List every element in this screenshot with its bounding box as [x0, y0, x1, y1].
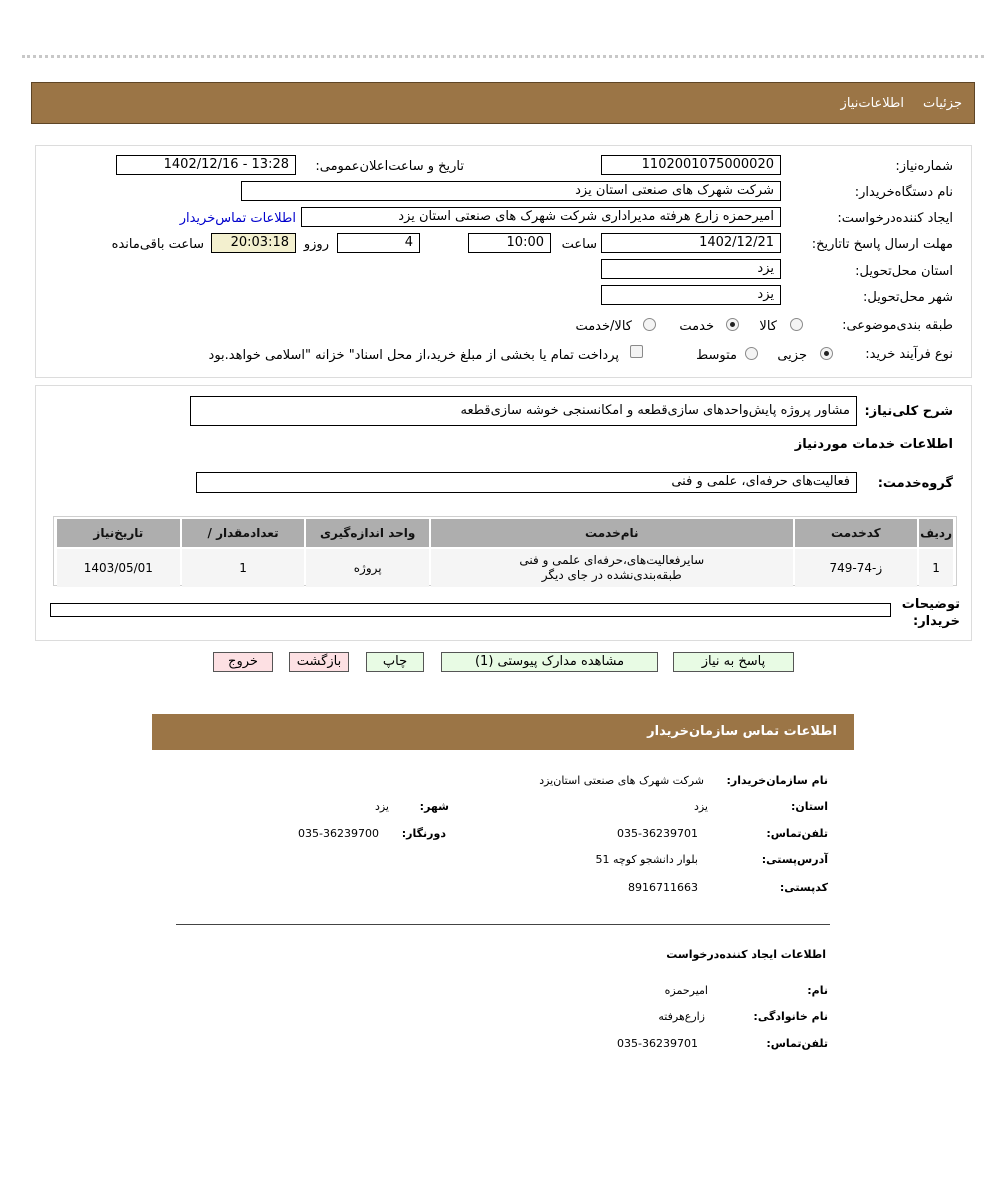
- page-title: اطلاعات‌نیاز: [840, 96, 904, 111]
- process-type-label: نوع فرآیند‌ خرید:: [865, 347, 953, 362]
- delivery-city-label: شهر محل‌تحویل:: [863, 290, 953, 305]
- category-radio-goods-service[interactable]: [643, 318, 656, 331]
- postal-address-value: بلوار دانشجو کوچه 51: [595, 853, 698, 866]
- top-divider: [22, 55, 984, 58]
- col-qty-header: تعداد‌مقدار /: [182, 519, 305, 547]
- creator-first-name-label: نام:: [807, 984, 828, 997]
- contact-phone-value: 035-36239701: [617, 827, 698, 840]
- process-radio-minor[interactable]: [820, 347, 833, 360]
- contact-fax-label: دورنگار:: [401, 827, 446, 840]
- org-name-value: شرکت شهرک های صنعتی استان‌یزد: [539, 774, 704, 787]
- category-radio-goods[interactable]: [790, 318, 803, 331]
- cell-qty: 1: [182, 549, 305, 587]
- reply-button[interactable]: پاسخ به نیاز: [673, 652, 794, 672]
- days-label: روزو: [303, 237, 329, 252]
- page-header-bar: [31, 82, 975, 124]
- creator-field: امیرحمزه زارع هرفته مدیراداری شرکت شهرک های صنعتی استان یزد: [301, 207, 781, 227]
- back-button[interactable]: بازگشت: [289, 652, 349, 672]
- buyer-notes-label: توضیحات خریدار:: [901, 597, 960, 629]
- days-field: 4: [337, 233, 420, 253]
- category-option-goods-service: کالا/خدمت: [575, 319, 632, 334]
- remaining-time-label: ساعت باقی‌مانده: [111, 237, 204, 252]
- delivery-city-field: یزد: [601, 285, 781, 305]
- cell-row: 1: [919, 549, 953, 587]
- print-button[interactable]: چاپ: [366, 652, 424, 672]
- process-option-medium: متوسط: [696, 348, 737, 363]
- cell-name-line1: سایر‌فعالیت‌های،حرفه‌ای علمی و فنی: [519, 553, 705, 567]
- contact-city-label: شهر:: [419, 800, 449, 813]
- service-group-label: گروه‌خدمت:: [877, 476, 953, 491]
- contact-header-bar: [152, 714, 854, 750]
- announce-date-label: تاریخ و ساعت‌اعلان‌عمومی:: [315, 159, 464, 174]
- buyer-contact-link[interactable]: اطلاعات تماس‌خریدار: [179, 211, 296, 226]
- category-radio-service[interactable]: [726, 318, 739, 331]
- service-group-field: فعالیت‌های حرفه‌ای، علمی و فنی: [196, 472, 857, 493]
- postal-code-value: 8916711663: [628, 881, 698, 894]
- need-number-field: 1102001075000020: [601, 155, 781, 175]
- delivery-province-field: یزد: [601, 259, 781, 279]
- table-header-row: [57, 519, 953, 547]
- creator-label: ایجاد کننده‌درخواست:: [837, 211, 953, 226]
- buyer-org-field: شرکت شهرک های صنعتی استان یزد: [241, 181, 781, 201]
- cell-code: ز-74-749: [795, 549, 918, 587]
- cell-name: [431, 549, 793, 587]
- remaining-time-field: 20:03:18: [211, 233, 296, 253]
- treasury-payment-note: پرداخت تمام یا بخشی از مبلغ خرید،از محل اسناد" خزانه "اسلامی خواهد.بود: [208, 348, 619, 363]
- services-table: [55, 517, 955, 589]
- attachments-button[interactable]: مشاهده مدارک پیوستی (1): [441, 652, 658, 672]
- category-label: طبقه بندی‌موضوعی:: [842, 318, 953, 333]
- cell-date: 1403/05/01: [57, 549, 180, 587]
- postal-address-label: آدرس‌پستی:: [761, 853, 828, 866]
- org-name-label: نام سازمان‌خریدار:: [726, 774, 828, 787]
- creator-last-name-label: نام خانوادگی:: [753, 1010, 828, 1023]
- col-date-header: تاریخ‌نیاز: [57, 519, 180, 547]
- table-row: [57, 549, 953, 587]
- process-option-minor: جزیی: [777, 348, 807, 363]
- treasury-payment-checkbox[interactable]: [630, 345, 643, 358]
- deadline-date-field: 1402/12/21: [601, 233, 781, 253]
- postal-code-label: کد‌پستی:: [779, 881, 828, 894]
- contact-city-value: یزد: [374, 800, 389, 813]
- need-number-label: شماره‌نیاز:: [895, 159, 953, 174]
- creator-info-heading: اطلاعات ایجاد کننده‌درخواست: [666, 948, 826, 961]
- process-radio-medium[interactable]: [745, 347, 758, 360]
- creator-last-name-value: زارع‌هرفته: [658, 1010, 705, 1023]
- col-code-header: کدخدمت: [795, 519, 918, 547]
- need-summary-field: مشاور پروژه پایش‌واحدهای سازی‌قطعه و امکانسنجی خوشه سازی‌قطعه: [190, 396, 857, 426]
- contact-phone-label: تلفن‌تماس:: [766, 827, 828, 840]
- category-option-goods: کالا: [759, 319, 777, 334]
- buyer-notes-field: [50, 603, 891, 617]
- deadline-time-label: ساعت: [561, 237, 597, 252]
- creator-phone-value: 035-36239701: [617, 1037, 698, 1050]
- category-option-service: خدمت: [679, 319, 714, 334]
- exit-button[interactable]: خروج: [213, 652, 273, 672]
- deadline-time-field: 10:00: [468, 233, 551, 253]
- contact-title: اطلاعات تماس سازمان‌خریدار: [647, 724, 837, 739]
- col-name-header: نام‌خدمت: [431, 519, 793, 547]
- need-info-panel: [35, 145, 972, 378]
- buyer-org-label: نام دستگاه‌خریدار:: [854, 185, 953, 200]
- delivery-province-label: استان محل‌تحویل:: [855, 264, 953, 279]
- contact-province-label: استان:: [791, 800, 828, 813]
- contact-province-value: یزد: [693, 800, 708, 813]
- need-summary-label: شرح کلی‌نیاز:: [864, 404, 953, 419]
- creator-phone-label: تلفن‌تماس:: [766, 1037, 828, 1050]
- announce-date-field: 1402/12/16 - 13:28: [116, 155, 296, 175]
- contact-fax-value: 035-36239700: [298, 827, 379, 840]
- services-heading: اطلاعات خدمات موردنیاز: [794, 437, 953, 452]
- cell-unit: پروژه: [306, 549, 429, 587]
- contact-divider: [176, 924, 830, 925]
- col-unit-header: واحد اندازه‌گیری: [306, 519, 429, 547]
- creator-first-name-value: امیرحمزه: [664, 984, 708, 997]
- col-row-header: ردیف: [919, 519, 953, 547]
- details-tab[interactable]: جزئیات: [923, 96, 962, 111]
- cell-name-line2: طبقه‌بندی‌نشده در جای دیگر: [541, 568, 682, 582]
- deadline-label: مهلت ارسال پاسخ تا‌تاریخ:: [811, 237, 953, 252]
